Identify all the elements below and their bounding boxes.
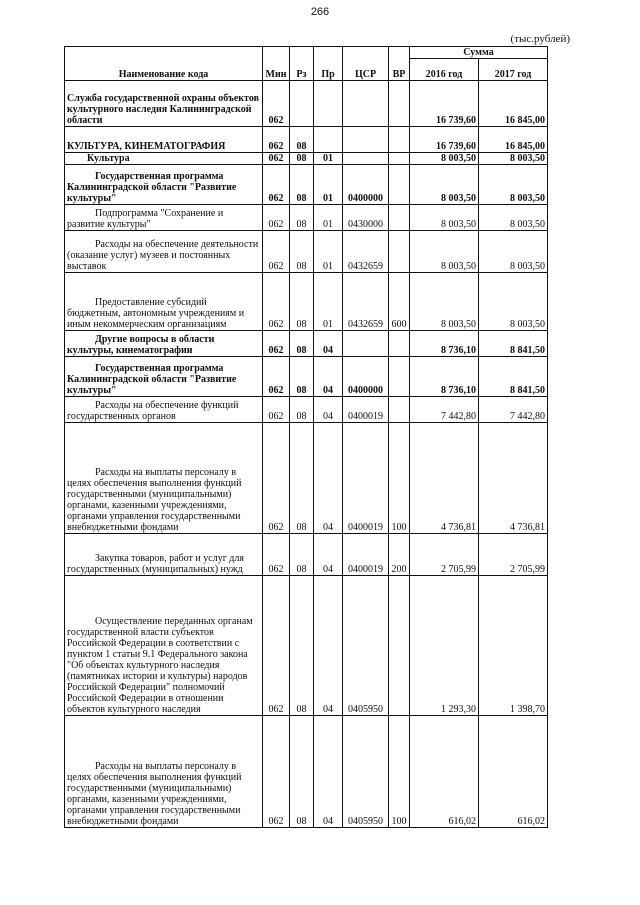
row-min: 062 — [263, 397, 290, 423]
row-2016: 8 003,50 — [410, 205, 479, 231]
row-min: 062 — [263, 576, 290, 716]
row-name: Государственная программа Калининградской области "Развитие культуры" — [65, 165, 263, 205]
row-pr: 04 — [314, 331, 343, 357]
row-2017: 616,02 — [479, 716, 548, 828]
row-vr: 200 — [389, 534, 410, 576]
row-name: Другие вопросы в области культуры, кинематографии — [65, 331, 263, 357]
row-min: 062 — [263, 231, 290, 273]
row-min: 062 — [263, 273, 290, 331]
header-csr: ЦСР — [343, 47, 389, 81]
row-vr — [389, 576, 410, 716]
row-name: Культура — [65, 153, 263, 165]
row-2017: 8 003,50 — [479, 273, 548, 331]
row-2017: 7 442,80 — [479, 397, 548, 423]
row-name: Расходы на обеспечение функций государственных органов — [65, 397, 263, 423]
table-row — [65, 231, 548, 273]
row-rz: 08 — [290, 716, 314, 828]
row-csr: 0432659 — [343, 273, 389, 331]
row-pr — [314, 127, 343, 153]
row-pr: 04 — [314, 534, 343, 576]
row-2016: 16 739,60 — [410, 81, 479, 127]
row-rz: 08 — [290, 423, 314, 534]
row-rz: 08 — [290, 231, 314, 273]
row-2016: 1 293,30 — [410, 576, 479, 716]
units-label: (тыс.рублей) — [510, 33, 570, 45]
row-rz: 08 — [290, 127, 314, 153]
row-pr: 01 — [314, 205, 343, 231]
row-2017: 8 841,50 — [479, 357, 548, 397]
table-row — [65, 331, 548, 357]
row-2016: 8 736,10 — [410, 331, 479, 357]
page-number: 266 — [310, 6, 330, 18]
row-pr: 01 — [314, 231, 343, 273]
row-vr — [389, 205, 410, 231]
table-row — [65, 357, 548, 397]
table-row — [65, 205, 548, 231]
row-rz: 08 — [290, 205, 314, 231]
row-min: 062 — [263, 165, 290, 205]
row-2016: 8 003,50 — [410, 165, 479, 205]
table-row — [65, 576, 548, 716]
row-min: 062 — [263, 357, 290, 397]
row-2017: 2 705,99 — [479, 534, 548, 576]
header-rz: Рз — [290, 47, 314, 81]
row-2017: 16 845,00 — [479, 81, 548, 127]
row-min: 062 — [263, 716, 290, 828]
row-pr — [314, 81, 343, 127]
row-min: 062 — [263, 81, 290, 127]
row-csr: 0405950 — [343, 716, 389, 828]
table-row — [65, 534, 548, 576]
row-2017: 8 003,50 — [479, 165, 548, 205]
row-min: 062 — [263, 127, 290, 153]
row-pr: 04 — [314, 576, 343, 716]
row-vr — [389, 331, 410, 357]
table-row — [65, 397, 548, 423]
row-name: Государственная программа Калининградской области "Развитие культуры" — [65, 357, 263, 397]
header-pr: Пр — [314, 47, 343, 81]
row-name: Расходы на обеспечение деятельности (оказание услуг) музеев и постоянных выставок — [65, 231, 263, 273]
header-vr: ВР — [389, 47, 410, 81]
row-name: Расходы на выплаты персоналу в целях обеспечения выполнения функций государственными (муниципальными) органами, казенными учреждениями, органами управления государственными внебюджетными фондами — [65, 716, 263, 828]
row-rz: 08 — [290, 153, 314, 165]
row-2016: 8 003,50 — [410, 273, 479, 331]
row-vr — [389, 165, 410, 205]
row-csr: 0400000 — [343, 165, 389, 205]
row-rz: 08 — [290, 357, 314, 397]
row-2016: 16 739,60 — [410, 127, 479, 153]
row-csr: 0432659 — [343, 231, 389, 273]
header-min: Мин — [263, 47, 290, 81]
row-rz — [290, 81, 314, 127]
row-2017: 8 003,50 — [479, 231, 548, 273]
row-rz: 08 — [290, 331, 314, 357]
row-rz: 08 — [290, 397, 314, 423]
table-row — [65, 165, 548, 205]
row-vr — [389, 153, 410, 165]
row-rz: 08 — [290, 534, 314, 576]
row-vr — [389, 127, 410, 153]
header-2017: 2017 год — [479, 59, 548, 81]
row-csr: 0405950 — [343, 576, 389, 716]
row-min: 062 — [263, 534, 290, 576]
row-2016: 616,02 — [410, 716, 479, 828]
row-2016: 4 736,81 — [410, 423, 479, 534]
row-rz: 08 — [290, 273, 314, 331]
row-2017: 8 003,50 — [479, 205, 548, 231]
row-vr — [389, 231, 410, 273]
table-row — [65, 153, 548, 165]
table-row — [65, 81, 548, 127]
row-csr — [343, 81, 389, 127]
row-min: 062 — [263, 331, 290, 357]
row-2016: 8 003,50 — [410, 153, 479, 165]
header-sum: Сумма — [410, 47, 548, 59]
row-vr: 600 — [389, 273, 410, 331]
table-row — [65, 423, 548, 534]
row-vr: 100 — [389, 716, 410, 828]
row-rz: 08 — [290, 165, 314, 205]
row-2017: 1 398,70 — [479, 576, 548, 716]
table-row — [65, 127, 548, 153]
row-vr — [389, 357, 410, 397]
row-pr: 04 — [314, 423, 343, 534]
row-name: Служба государственной охраны объектов культурного наследия Калининградской области — [65, 81, 263, 127]
row-min: 062 — [263, 153, 290, 165]
row-2016: 8 736,10 — [410, 357, 479, 397]
row-csr — [343, 153, 389, 165]
row-pr: 01 — [314, 153, 343, 165]
row-2017: 8 003,50 — [479, 153, 548, 165]
row-2016: 7 442,80 — [410, 397, 479, 423]
row-csr: 0400019 — [343, 423, 389, 534]
header-2016: 2016 год — [410, 59, 479, 81]
row-2016: 2 705,99 — [410, 534, 479, 576]
row-csr — [343, 331, 389, 357]
table-row — [65, 273, 548, 331]
row-pr: 04 — [314, 357, 343, 397]
header-row — [65, 47, 548, 59]
row-csr: 0400000 — [343, 357, 389, 397]
row-csr — [343, 127, 389, 153]
row-name: Закупка товаров, работ и услуг для государственных (муниципальных) нужд — [65, 534, 263, 576]
row-pr: 01 — [314, 165, 343, 205]
table-row — [65, 716, 548, 828]
row-2017: 4 736,81 — [479, 423, 548, 534]
row-csr: 0430000 — [343, 205, 389, 231]
row-name: КУЛЬТУРА, КИНЕМАТОГРАФИЯ — [65, 127, 263, 153]
row-name: Осуществление переданных органам государственной власти субъектов Российской Федерации в соответствии с пунктом 1 статьи 9.1 Федерального закона "Об объектах культурного наследия (памятниках истории и культуры) народов Российской Федерации" полномочий Российской Федерации в отношении объектов культурного наследия — [65, 576, 263, 716]
row-pr: 04 — [314, 716, 343, 828]
row-2017: 16 845,00 — [479, 127, 548, 153]
row-min: 062 — [263, 205, 290, 231]
header-name: Наименование кода — [65, 47, 263, 81]
row-2016: 8 003,50 — [410, 231, 479, 273]
row-vr: 100 — [389, 423, 410, 534]
row-csr: 0400019 — [343, 397, 389, 423]
row-name: Подпрограмма "Сохранение и развитие культуры" — [65, 205, 263, 231]
row-pr: 04 — [314, 397, 343, 423]
row-name: Предоставление субсидий бюджетным, автономным учреждениям и иным некоммерческим организациям — [65, 273, 263, 331]
row-name: Расходы на выплаты персоналу в целях обеспечения выполнения функций государственными (муниципальными) органами, казенными учреждениями, органами управления государственными внебюджетными фондами — [65, 423, 263, 534]
row-rz: 08 — [290, 576, 314, 716]
row-2017: 8 841,50 — [479, 331, 548, 357]
row-csr: 0400019 — [343, 534, 389, 576]
row-vr — [389, 81, 410, 127]
row-min: 062 — [263, 423, 290, 534]
row-pr: 01 — [314, 273, 343, 331]
budget-table — [64, 46, 548, 828]
row-vr — [389, 397, 410, 423]
